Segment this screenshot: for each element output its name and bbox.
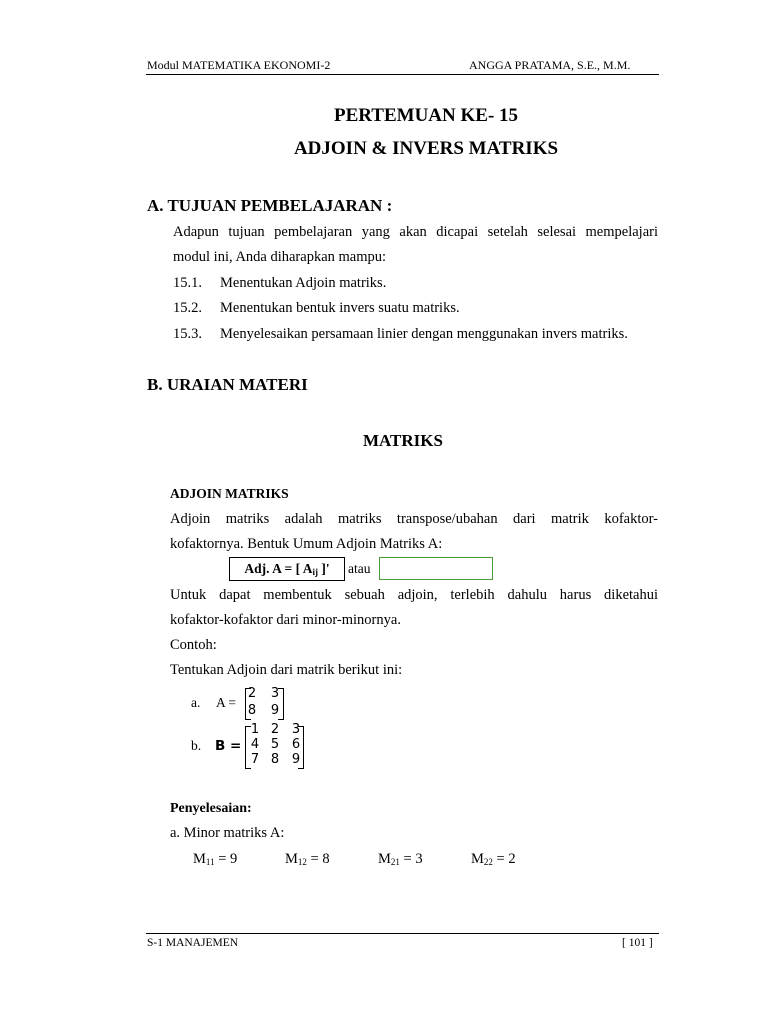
- definition-line-2: kofaktornya. Bentuk Umum Adjoin Matriks A:: [170, 536, 443, 552]
- example-b-label: b.: [191, 738, 202, 753]
- objective-text: Menentukan bentuk invers suatu matriks.: [220, 300, 460, 316]
- objective-text: Menyelesaikan persamaan linier dengan menggunakan invers matriks.: [220, 326, 628, 342]
- matrix-cell: 1: [250, 722, 260, 737]
- task-text: Tentukan Adjoin dari matrik berikut ini:: [170, 662, 403, 678]
- minor-value: $M_{12} = 8$: [285, 851, 330, 867]
- matrix-cell: 9: [270, 703, 280, 718]
- matrix-cell: 2: [247, 686, 257, 701]
- paragraph-line-1: Untuk dapat membentuk sebuah adjoin, terlebih dahulu harus diketahui: [170, 587, 658, 603]
- adjoin-formula-box: [229, 557, 345, 581]
- formula-subscript: ij: [312, 567, 318, 577]
- example-a-name: A =: [216, 695, 236, 710]
- example-a-label: a.: [191, 695, 201, 710]
- objective-num: 15.1.: [173, 275, 202, 291]
- matrix-cell: 8: [247, 703, 257, 718]
- adjoin-heading: ADJOIN MATRIKS: [170, 486, 289, 501]
- matrix-cell: 6: [291, 737, 301, 752]
- page-title: PERTEMUAN KE- 15: [333, 105, 519, 126]
- formula-text-end: ]': [317, 561, 330, 576]
- penyelesaian-label: Penyelesaian:: [170, 801, 252, 816]
- definition-line-1: Adjoin matriks adalah matriks transpose/ubahan dari matrik kofaktor-: [170, 511, 658, 527]
- matrix-cell: 4: [250, 737, 260, 752]
- matrix-cell: 9: [291, 752, 301, 767]
- example-b-name: B =: [215, 738, 242, 754]
- matriks-subtitle: MATRIKS: [363, 431, 443, 450]
- section-b-heading: B. URAIAN MATERI: [147, 375, 308, 394]
- matrix-cell: 5: [270, 737, 280, 752]
- footer-rule: [146, 933, 659, 934]
- empty-formula-box: [379, 557, 493, 580]
- header-rule: [146, 74, 659, 75]
- matrix-cell: 8: [270, 752, 280, 767]
- matrix-cell: 2: [270, 722, 280, 737]
- solution-a-label: a. Minor matriks A:: [170, 825, 285, 841]
- minor-value: $M_{22} = 2$: [471, 851, 516, 867]
- minor-value: $M_{21} = 3$: [378, 851, 423, 867]
- header-left: Modul MATEMATIKA EKONOMI-2: [147, 58, 331, 72]
- minor-value: $M_{11} = 9$: [193, 851, 238, 867]
- formula-text: Adj. A = [ A: [244, 561, 313, 576]
- page-number: [ 101 ]: [622, 937, 653, 949]
- objective-text: Menentukan Adjoin matriks.: [220, 275, 387, 291]
- section-a-heading: A. TUJUAN PEMBELAJARAN :: [147, 196, 393, 215]
- footer-left: S-1 MANAJEMEN: [147, 937, 239, 949]
- objective-num: 15.3.: [173, 326, 202, 342]
- paragraph-line-2: kofaktor-kofaktor dari minor-minornya.: [170, 612, 401, 628]
- matrix-cell: 7: [250, 752, 260, 767]
- header-right: ANGGA PRATAMA, S.E., M.M.: [469, 58, 631, 72]
- matrix-cell: 3: [270, 686, 280, 701]
- atau-text: atau: [348, 561, 371, 576]
- objective-num: 15.2.: [173, 300, 202, 316]
- page-subtitle: ADJOIN & INVERS MATRIKS: [293, 138, 559, 159]
- matrix-cell: 3: [291, 722, 301, 737]
- contoh-label: Contoh:: [170, 637, 217, 653]
- intro-line-1: Adapun tujuan pembelajaran yang akan dicapai setelah selesai mempelajari: [173, 224, 658, 240]
- intro-line-2: modul ini, Anda diharapkan mampu:: [173, 249, 387, 265]
